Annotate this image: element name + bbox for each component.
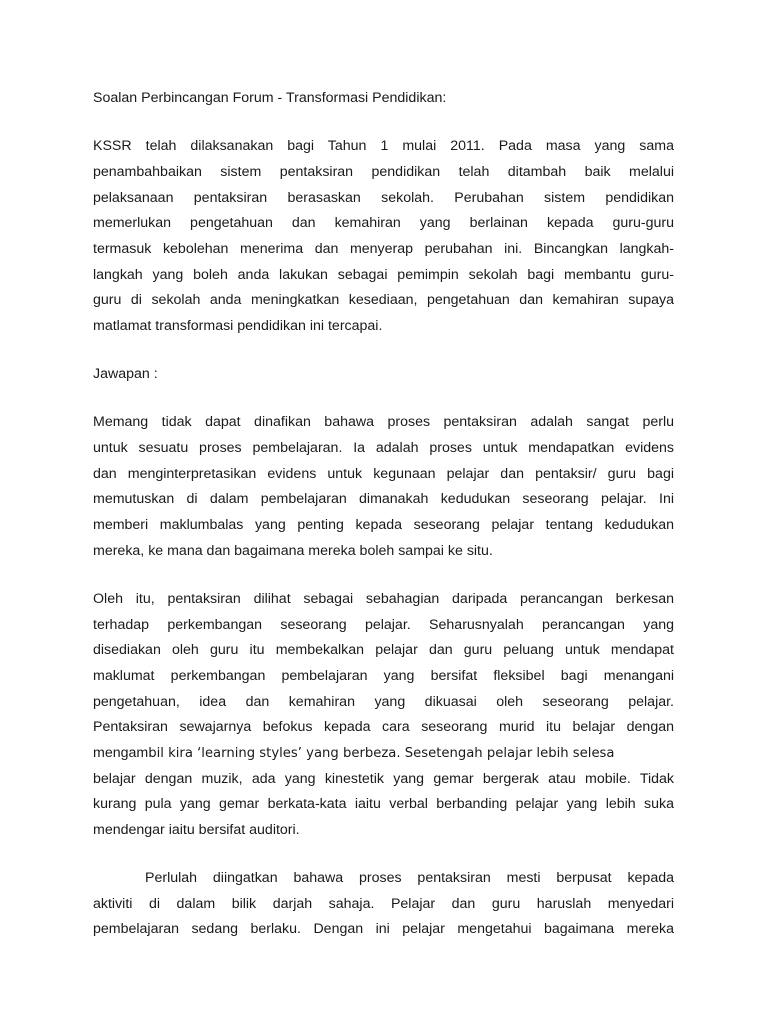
question-line: termasuk kebolehan menerima dan menyerap perubahan ini. Bincangkan langkah- (93, 241, 674, 257)
paragraph-line: memberi maklumbalas yang penting kepada seseorang pelajar tentang kedudukan (93, 517, 674, 533)
paragraph-line: mereka, ke mana dan bagaimana mereka boleh sampai ke situ. (93, 543, 493, 559)
paragraph-line: pembelajaran sedang berlaku. Dengan ini pelajar mengetahui bagaimana mereka (93, 921, 674, 937)
paragraph-text-fragment-alt-font: bil kira ‘learning styles’ yang berbeza. Sesetengah pelajar lebih selesa (148, 746, 615, 761)
paragraph-text-fragment: mengam (93, 745, 149, 761)
question-line: guru di sekolah anda meningkatkan kesediaan, pengetahuan dan kemahiran supaya (93, 292, 674, 308)
paragraph-line-mixed (93, 744, 615, 763)
paragraph-line: belajar dengan muzik, ada yang kinestetik yang gemar bergerak atau mobile. Tidak (93, 771, 674, 787)
paragraph-line: memutuskan di dalam pembelajaran dimanakah kedudukan seseorang pelajar. Ini (93, 491, 674, 507)
answer-label: Jawapan : (93, 366, 158, 382)
paragraph-line: terhadap perkembangan seseorang pelajar. Seharusnyalah perancangan yang (93, 617, 674, 633)
paragraph-line: Perlulah diingatkan bahawa proses pentaksiran mesti berpusat kepada (145, 870, 674, 886)
question-line: matlamat transformasi pendidikan ini tercapai. (93, 318, 383, 334)
paragraph-line: Memang tidak dapat dinafikan bahawa proses pentaksiran adalah sangat perlu (93, 414, 674, 430)
paragraph-line: dan menginterpretasikan evidens untuk kegunaan pelajar dan pentaksir/ guru bagi (93, 466, 674, 482)
question-line: langkah yang boleh anda lakukan sebagai pemimpin sekolah bagi membantu guru- (93, 267, 674, 283)
question-line: penambahbaikan sistem pentaksiran pendidikan telah ditambah baik melalui (93, 164, 674, 180)
paragraph-line: untuk sesuatu proses pembelajaran. Ia adalah proses untuk mendapatkan evidens (93, 440, 674, 456)
question-line: KSSR telah dilaksanakan bagi Tahun 1 mulai 2011. Pada masa yang sama (93, 138, 674, 154)
paragraph-line: kurang pula yang gemar berkata-kata iaitu verbal berbanding pelajar yang lebih suka (93, 796, 674, 812)
paragraph-line: disediakan oleh guru itu membekalkan pelajar dan guru peluang untuk mendapat (93, 642, 674, 658)
paragraph-line: Oleh itu, pentaksiran dilihat sebagai sebahagian daripada perancangan berkesan (93, 591, 674, 607)
paragraph-line: pengetahuan, idea dan kemahiran yang dikuasai oleh seseorang pelajar. (93, 694, 674, 710)
paragraph-line: Pentaksiran sewajarnya befokus kepada cara seseorang murid itu belajar dengan (93, 719, 674, 735)
paragraph-line: aktiviti di dalam bilik darjah sahaja. Pelajar dan guru haruslah menyedari (93, 896, 674, 912)
paragraph-line: maklumat perkembangan pembelajaran yang bersifat fleksibel bagi menangani (93, 668, 674, 684)
question-line: pelaksanaan pentaksiran berasaskan sekolah. Perubahan sistem pendidikan (93, 190, 674, 206)
paragraph-line: mendengar iaitu bersifat auditori. (93, 822, 300, 838)
page-heading: Soalan Perbincangan Forum - Transformasi Pendidikan: (93, 90, 447, 106)
question-line: memerlukan pengetahuan dan kemahiran yang berlainan kepada guru-guru (93, 215, 674, 231)
